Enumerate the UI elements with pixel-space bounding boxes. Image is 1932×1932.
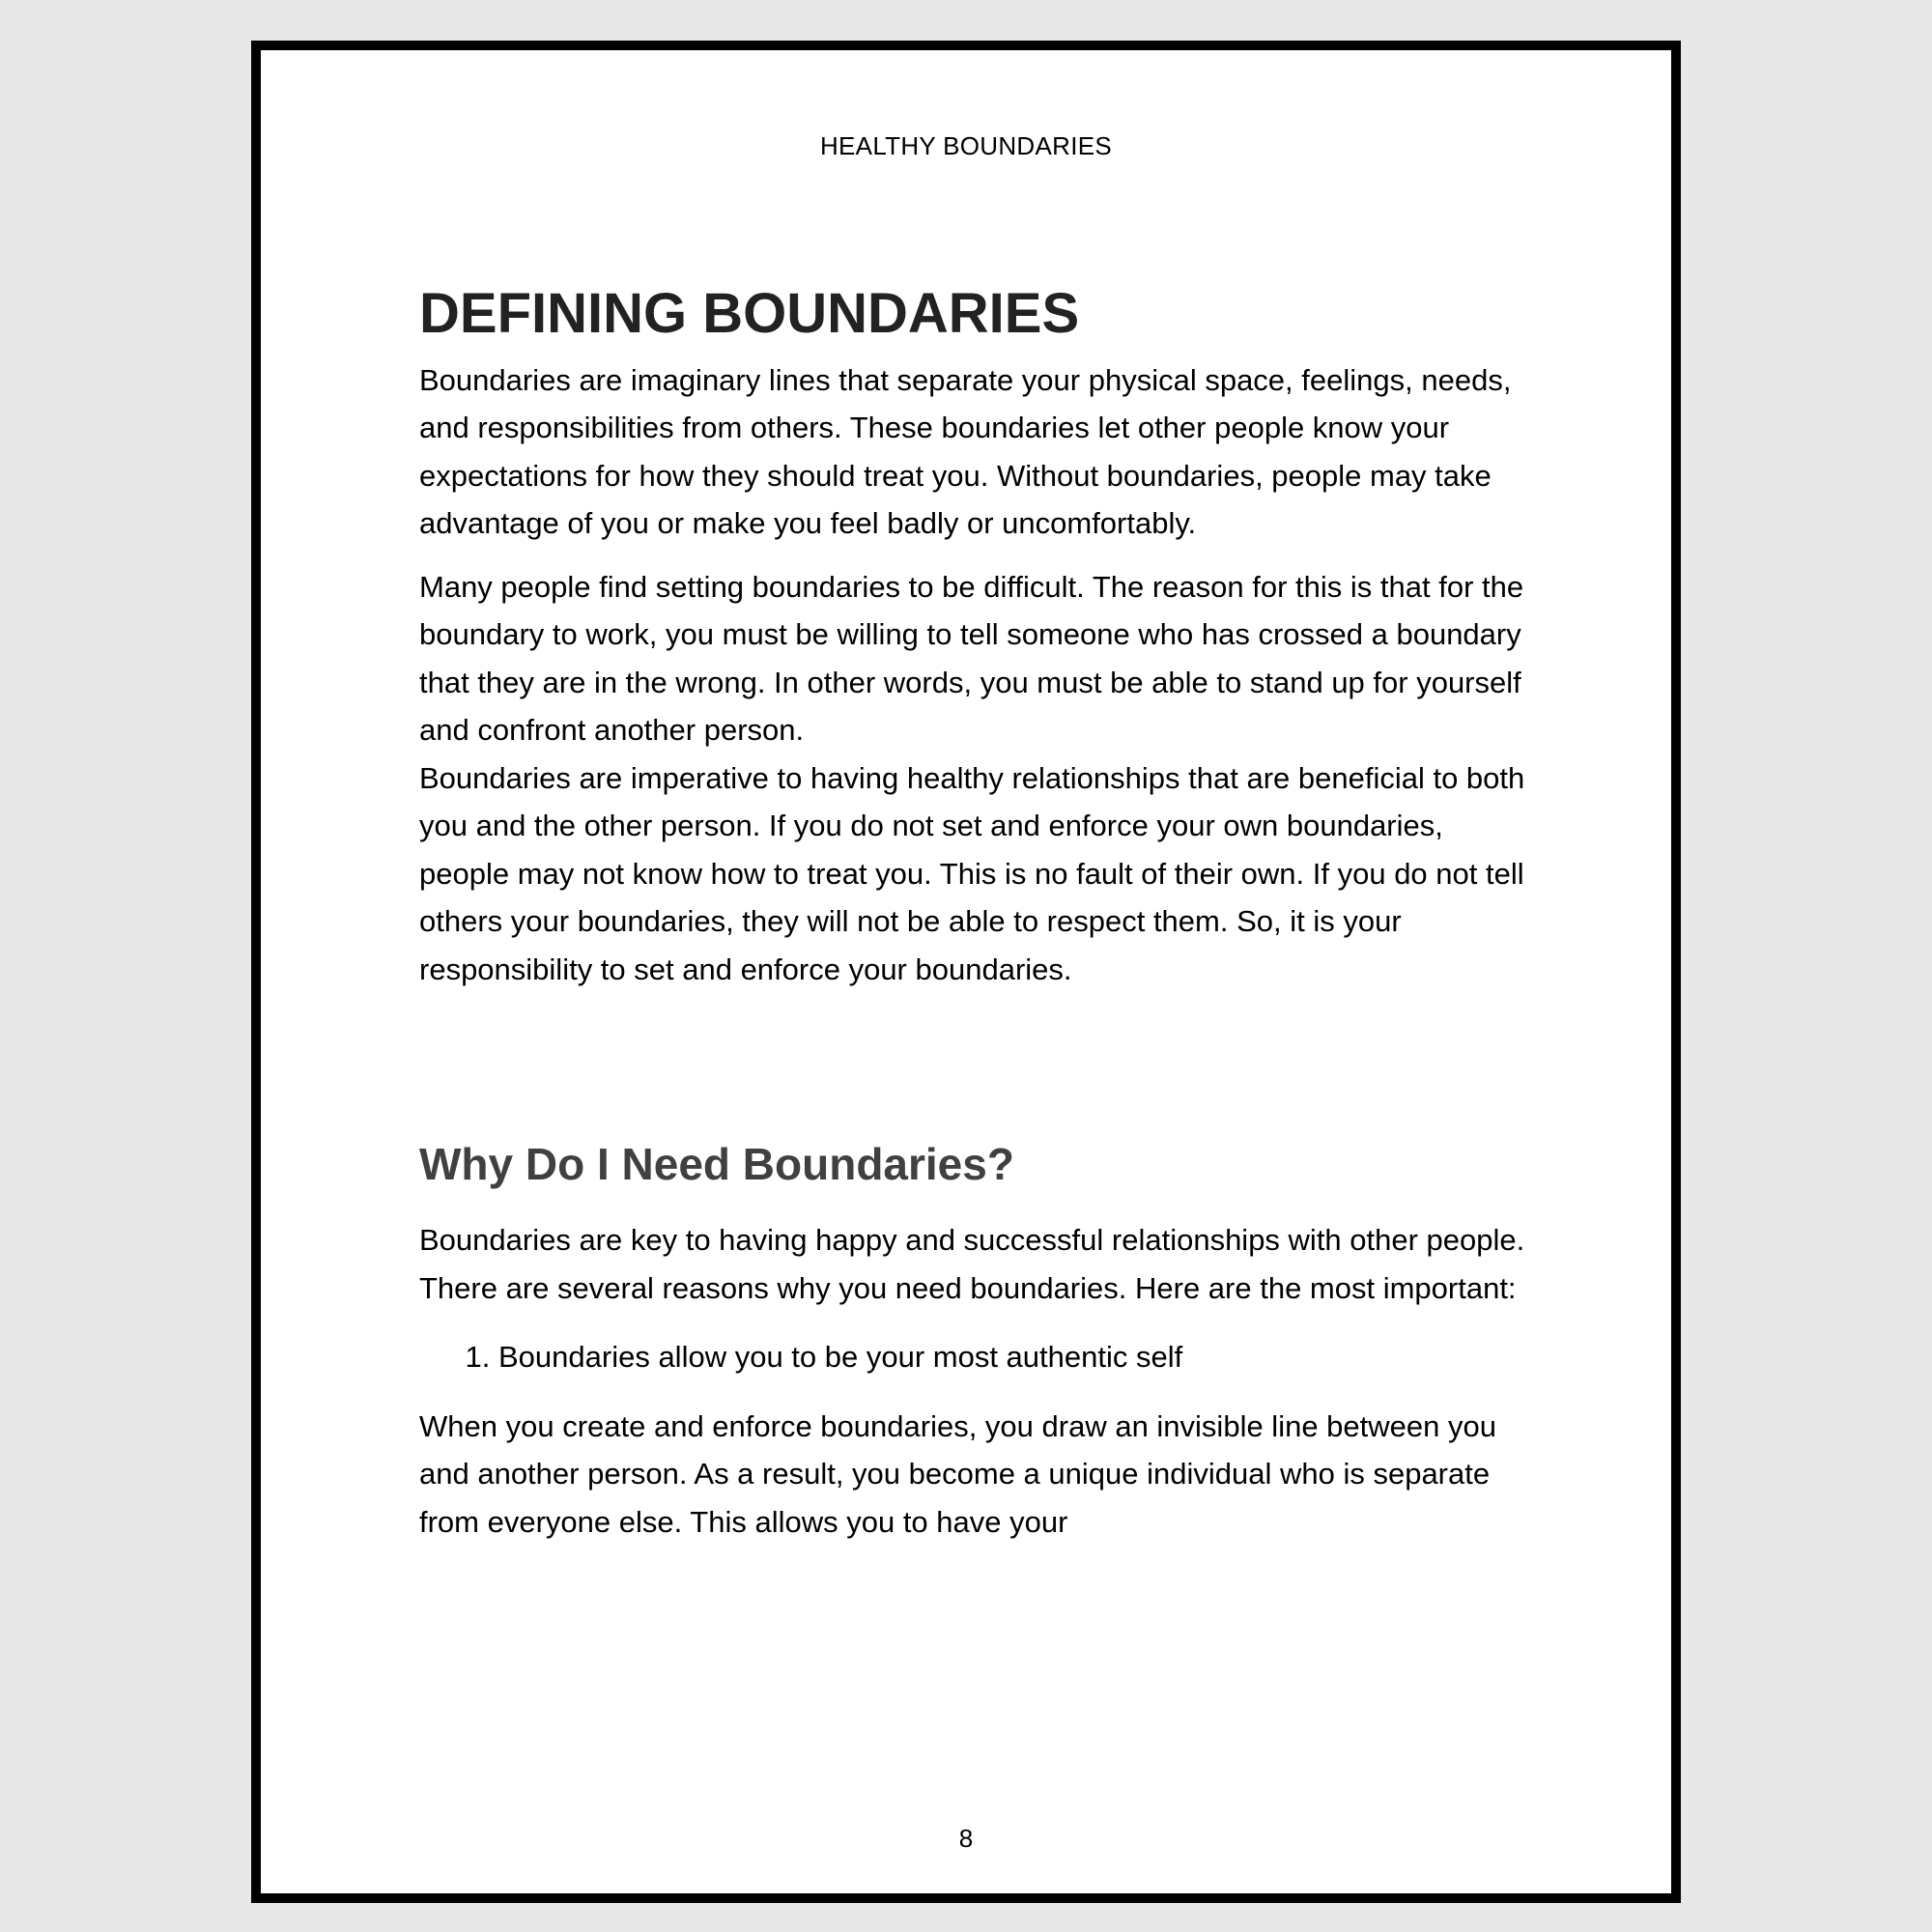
page-content <box>419 282 1530 1546</box>
body-paragraph: When you create and enforce boundaries, you draw an invisible line between you and another person. As a result, you become a unique individual who is separate from everyone else. This allows you to have your <box>419 1408 1496 1539</box>
document-page <box>251 41 1681 1903</box>
body-paragraph: Boundaries are imaginary lines that separate your physical space, feelings, needs, and responsibilities from others. These boundaries let other people know your expectations for how they should treat you. Without boundaries, people may take advantage of you or make you feel badly or uncomfortably. <box>419 362 1512 541</box>
body-paragraph: Many people find setting boundaries to be difficult. The reason for this is that for the boundary to work, you must be willing to tell someone who has crossed a boundary that they are in the wrong. In other words, you must be able to stand up for yourself and confront another person. <box>419 569 1524 748</box>
chapter-title: DEFINING BOUNDARIES <box>419 282 1080 345</box>
body-paragraph: Boundaries are imperative to having healthy relationships that are beneficial to both you and the other person. If you do not set and enforce your own boundaries, people may not know how to treat you. This is no fault of their own. If you do not tell others your boundaries, they will not be able to respect them. So, it is your responsibility to set and enforce your boundaries. <box>419 760 1525 986</box>
reasons-list <box>419 1333 1530 1381</box>
section-intro-paragraph: Boundaries are key to having happy and successful relationships with other people. There are several reasons why you need boundaries. Here are the most important: <box>419 1223 1525 1305</box>
list-item: 1. Boundaries allow you to be your most authentic self <box>498 1333 1530 1381</box>
running-header: HEALTHY BOUNDARIES <box>819 131 1113 160</box>
page-number: 8 <box>958 1824 974 1853</box>
section-title: Why Do I Need Boundaries? <box>419 1139 1014 1190</box>
